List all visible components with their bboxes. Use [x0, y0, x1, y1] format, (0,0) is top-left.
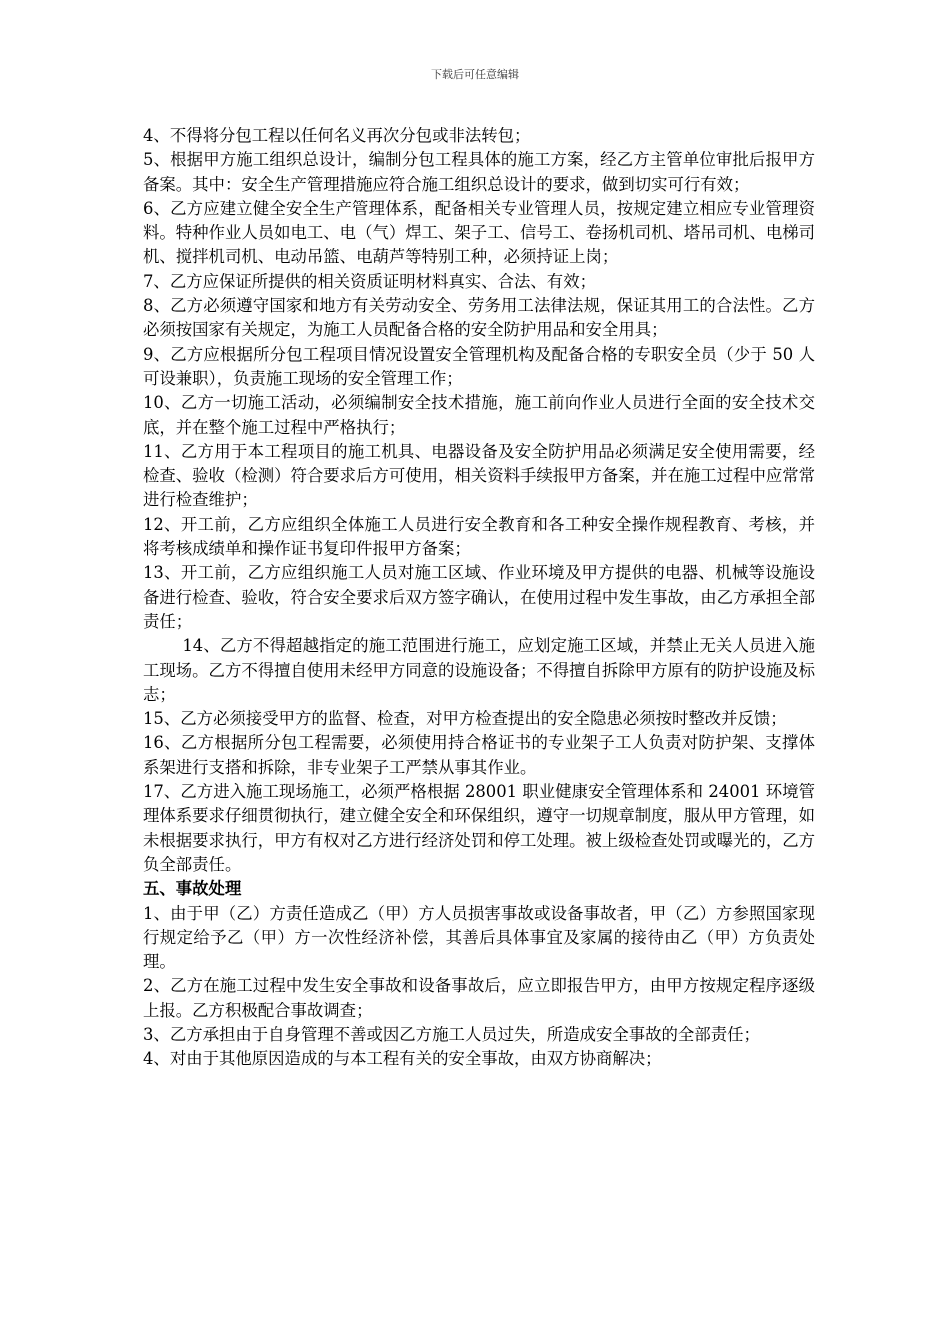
- accident-clause-4: 4、对由于其他原因造成的与本工程有关的安全事故，由双方协商解决；: [143, 1049, 662, 1069]
- clause-4: 4、不得将分包工程以任何名义再次分包或非法转包；: [143, 126, 531, 145]
- section-heading-accident-handling: 五、事故处理: [143, 879, 242, 899]
- clause-11: 11、乙方用于本工程项目的施工机具、电器设备及安全防护用品必须满足安全使用需要，经检查、验收（检测）符合要求后方可使用，相关资料手续报甲方备案，并在施工过程中应常常进行检查维护；: [143, 441, 816, 510]
- clause-6: 6、乙方应建立健全安全生产管理体系，配备相关专业管理人员，按规定建立相应专业管理资料。特种作业人员如电工、电（气）焊工、架子工、信号工、卷扬机司机、塔吊司机、电梯司机、搅拌机司机、电动吊篮、电葫芦等特别工种，必须持证上岗；: [143, 198, 816, 267]
- clause-14: 14、乙方不得超越指定的施工范围进行施工，应划定施工区域，并禁止无关人员进入施工现场。乙方不得擅自使用未经甲方同意的设施设备；不得擅自拆除甲方原有的防护设施及标志；: [143, 636, 816, 704]
- clause-7: 7、乙方应保证所提供的相关资质证明材料真实、合法、有效；: [143, 271, 596, 291]
- accident-clause-3: 3、乙方承担由于自身管理不善或因乙方施工人员过失，所造成安全事故的全部责任；: [143, 1024, 760, 1044]
- clause-13: 13、开工前，乙方应组织施工人员对施工区域、作业环境及甲方提供的电器、机械等设施设备进行检查、验收，符合安全要求后双方签字确认，在使用过程中发生事故，由乙方承担全部责任；: [143, 563, 816, 631]
- clause-16: 16、乙方根据所分包工程需要，必须使用持合格证书的专业架子工人负责对防护架、支撑体系架进行支搭和拆除，非专业架子工严禁从事其作业。: [143, 733, 815, 777]
- clause-15: 15、乙方必须接受甲方的监督、检查，对甲方检查提出的安全隐患必须按时整改并反馈；: [143, 709, 787, 729]
- accident-clause-1: 1、由于甲（乙）方责任造成乙（甲）方人员损害事故或设备事故者，甲（乙）方参照国家现行规定给予乙（甲）方一次性经济补偿，其善后具体事宜及家属的接待由乙（甲）方负责处理。: [143, 903, 815, 972]
- page-header-note: 下载后可任意编辑: [431, 68, 519, 81]
- accident-clause-2: 2、乙方在施工过程中发生安全事故和设备事故后，应立即报告甲方，由甲方按规定程序逐级上报。乙方积极配合事故调查；: [143, 976, 815, 1020]
- document-body: [143, 124, 815, 1072]
- clause-10: 10、乙方一切施工活动，必须编制安全技术措施，施工前向作业人员进行全面的安全技术交底，并在整个施工过程中严格执行；: [143, 393, 815, 437]
- clause-9: 9、乙方应根据所分包工程项目情况设置安全管理机构及配备合格的专职安全员（少于 50 人可设兼职），负责施工现场的安全管理工作；: [143, 344, 815, 388]
- clause-12: 12、开工前，乙方应组织全体施工人员进行安全教育和各工种安全操作规程教育、考核，并将考核成绩单和操作证书复印件报甲方备案；: [143, 514, 815, 559]
- clause-8: 8、乙方必须遵守国家和地方有关劳动安全、劳务用工法律法规，保证其用工的合法性。乙方必须按国家有关规定，为施工人员配备合格的安全防护用品和安全用具；: [143, 296, 815, 340]
- clause-17: 17、乙方进入施工现场施工，必须严格根据 28001 职业健康安全管理体系和 24001 环境管理体系要求仔细贯彻执行，建立健全安全和环保组织，遵守一切规章制度，服从甲方管理，如未根据要求执行，甲方有权对乙方进行经济处罚和停工处理。被上级检查处罚或曝光的，乙方负全部责任。: [143, 782, 816, 874]
- clause-5: 5、根据甲方施工组织总设计，编制分包工程具体的施工方案，经乙方主管单位审批后报甲方备案。其中：安全生产管理措施应符合施工组织总设计的要求，做到切实可行有效；: [143, 150, 815, 194]
